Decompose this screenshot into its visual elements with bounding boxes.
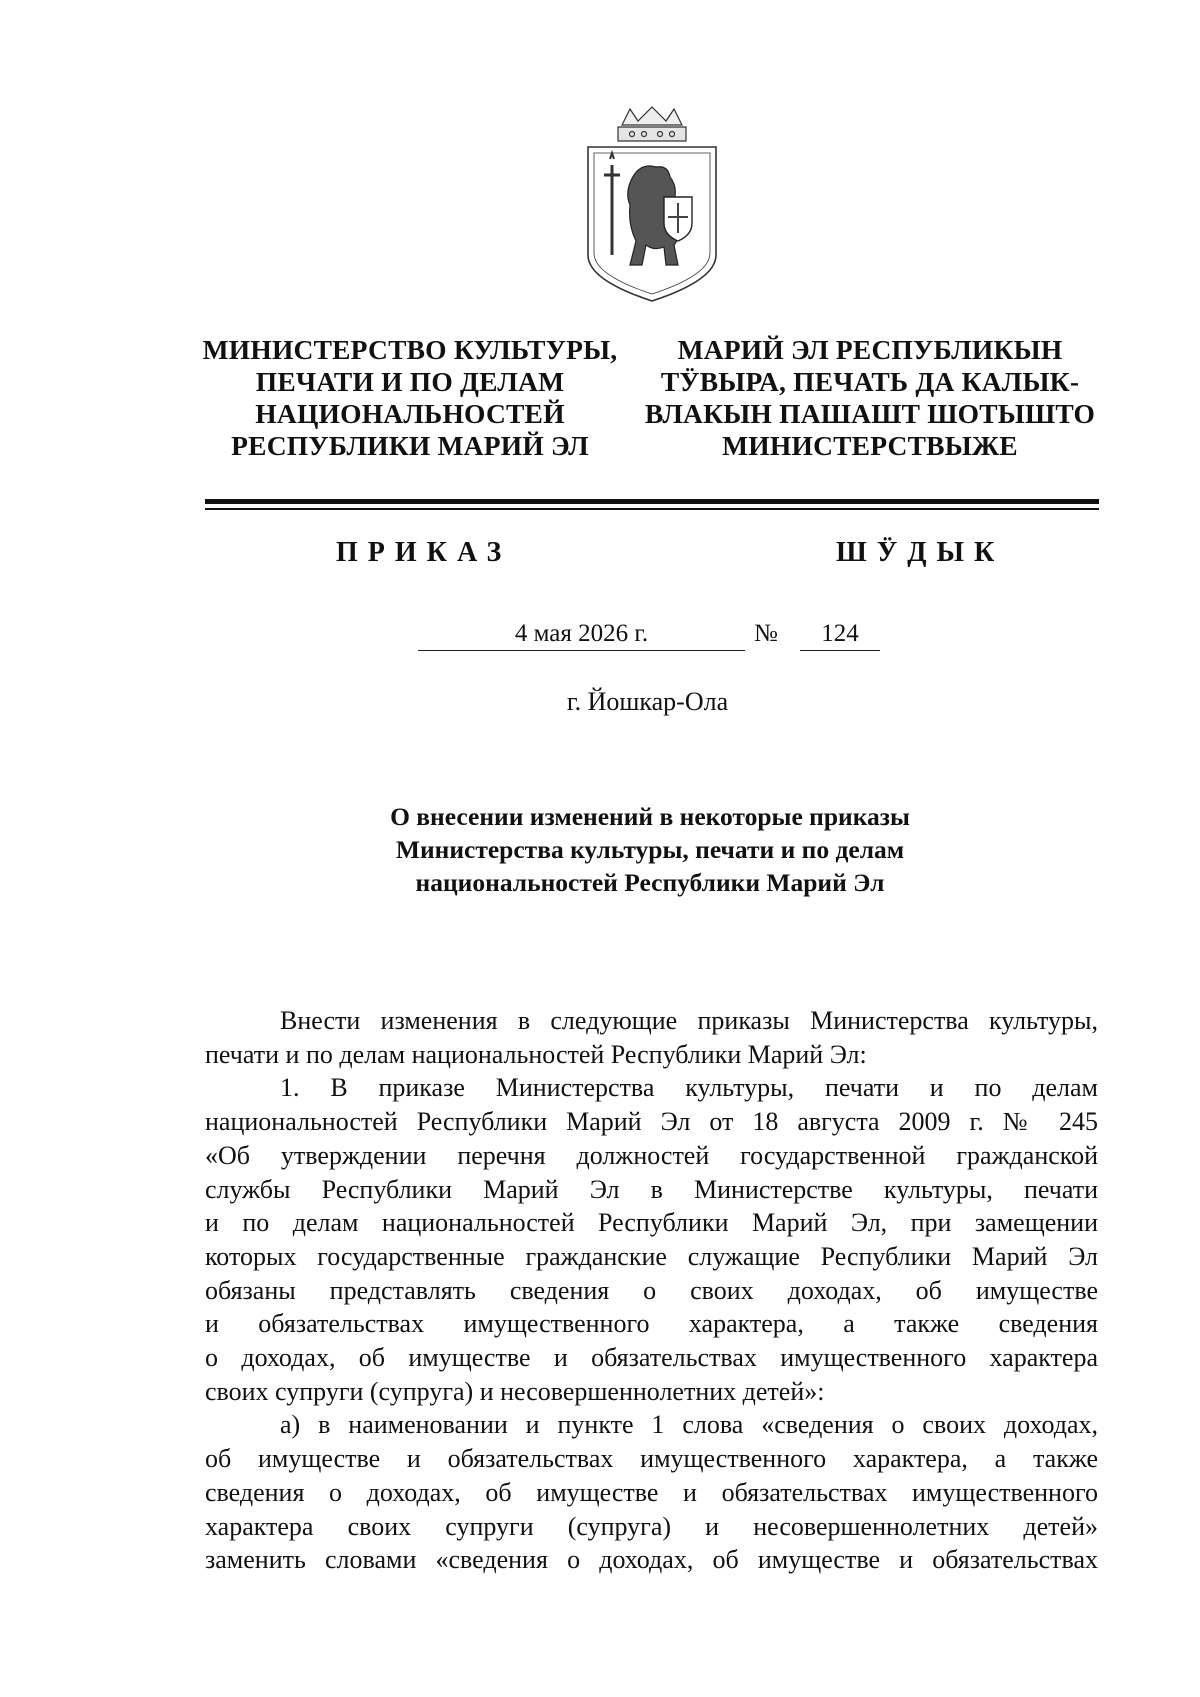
- document-city: г. Йошкар-Ола: [566, 687, 729, 716]
- org-name-mari: [640, 334, 1100, 462]
- header-divider-thin: [205, 508, 1099, 510]
- title-line: О внесении изменений в некоторые приказы: [390, 802, 910, 831]
- body-line: об имуществе и обязательствах имущественного характера, а также: [205, 1444, 1098, 1474]
- document-type-mari: ШӰДЫК: [836, 537, 1005, 568]
- org-name-ru-line: МИНИСТЕРСТВО КУЛЬТУРЫ,: [202, 334, 618, 365]
- body-line: «Об утверждении перечня должностей государственной гражданской: [205, 1140, 1098, 1170]
- body-line: своих супруги (супруга) и несовершеннолетних детей»:: [205, 1376, 825, 1406]
- body-line: о доходах, об имуществе и обязательствах имущественного характера: [205, 1343, 1098, 1373]
- coat-of-arms-emblem: [582, 105, 722, 305]
- date-underline: [418, 650, 745, 651]
- number-underline: [800, 650, 880, 651]
- org-name-ru-line: РЕСПУБЛИКИ МАРИЙ ЭЛ: [231, 430, 589, 461]
- document-number: 124: [821, 620, 859, 647]
- body-line: которых государственные гражданские служащие Республики Марий Эл: [205, 1241, 1098, 1271]
- title-line: национальностей Республики Марий Эл: [415, 868, 885, 897]
- body-line: 1. В приказе Министерства культуры, печати и по делам: [280, 1073, 1098, 1103]
- body-line: заменить словами «сведения о доходах, об имуществе и обязательствах: [205, 1545, 1098, 1575]
- document-title: [300, 800, 1000, 899]
- body-line: характера своих супруги (супруга) и несовершеннолетних детей»: [205, 1511, 1098, 1541]
- title-line: Министерства культуры, печати и по делам: [395, 835, 905, 864]
- org-name-mari-line: МАРИЙ ЭЛ РЕСПУБЛИКЫН: [677, 334, 1063, 365]
- body-line: сведения о доходах, об имуществе и обязательствах имущественного: [205, 1477, 1098, 1507]
- body-line: обязаны представлять сведения о своих доходах, об имуществе: [205, 1275, 1098, 1305]
- body-line: и по делам национальностей Республики Марий Эл, при замещении: [205, 1208, 1098, 1238]
- document-date: 4 мая 2026 г.: [514, 620, 649, 647]
- body-line: печати и по делам национальностей Республики Марий Эл:: [205, 1039, 867, 1069]
- header-divider-thick: [205, 499, 1099, 504]
- org-name-ru-line: ПЕЧАТИ И ПО ДЕЛАМ: [255, 366, 565, 397]
- document-type-ru: ПРИКАЗ: [336, 537, 512, 568]
- body-line: национальностей Республики Марий Эл от 18 августа 2009 г. № 245: [205, 1107, 1098, 1137]
- org-name-mari-line: МИНИСТЕРСТВЫЖЕ: [722, 430, 1018, 461]
- body-line: Внести изменения в следующие приказы Министерства культуры,: [280, 1006, 1098, 1035]
- org-name-russian: [190, 334, 630, 462]
- body-line: а) в наименовании и пункте 1 слова «сведения о своих доходах,: [280, 1410, 1098, 1440]
- org-name-ru-line: НАЦИОНАЛЬНОСТЕЙ: [255, 398, 565, 429]
- body-line: и обязательствах имущественного характера, а также сведения: [205, 1309, 1098, 1339]
- document-body: [205, 1004, 1098, 1577]
- number-sign: №: [754, 620, 778, 647]
- org-name-mari-line: ВЛАКЫН ПАШАШТ ШОТЫШТО: [644, 398, 1096, 429]
- body-line: службы Республики Марий Эл в Министерстве культуры, печати: [205, 1174, 1098, 1204]
- org-name-mari-line: ТӰВЫРА, ПЕЧАТЬ ДА КАЛЫК-: [660, 366, 1080, 397]
